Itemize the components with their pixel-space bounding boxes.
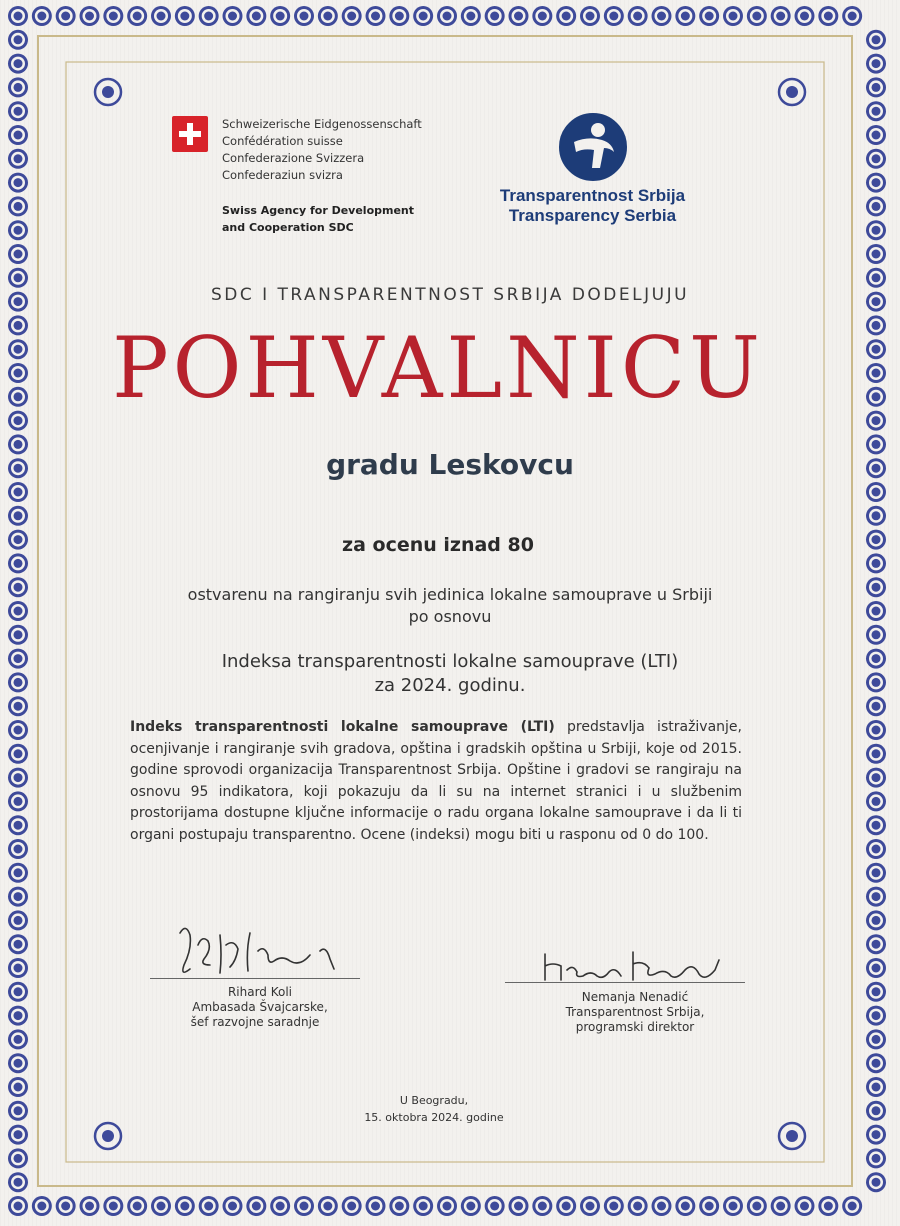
date-line: 15. oktobra 2024. godine	[364, 1111, 504, 1124]
place-and-date	[0, 1092, 884, 1126]
achieved-line2: po osnovu	[408, 607, 492, 626]
ts-name-line2: Transparency Serbia	[508, 206, 677, 225]
recipient: gradu Leskovcu	[326, 448, 574, 481]
sdc-line: Confederazione Svizzera	[222, 151, 365, 165]
sdc-line: Confederaziun svizra	[222, 168, 343, 182]
sdc-agency-line1: Swiss Agency for Development	[222, 204, 415, 217]
signature-left-handwriting	[150, 915, 360, 985]
sdc-name-lines	[222, 116, 452, 184]
basis-line1: Indeksa transparentnosti lokalne samouprave (LTI)	[221, 651, 679, 672]
signature-left-line	[150, 978, 360, 979]
awards-line: SDC I TRANSPARENTNOST SRBIJA DODELJUJU	[210, 285, 690, 305]
signer-left-name: Rihard Koli	[227, 985, 293, 999]
transparency-serbia-logo-icon	[558, 112, 628, 182]
signature-right-name-block	[505, 990, 745, 1035]
sdc-line: Schweizerische Eidgenossenschaft	[222, 117, 422, 131]
signer-right-role1: Transparentnost Srbija,	[565, 1005, 705, 1019]
place-line: U Beogradu,	[399, 1094, 469, 1107]
achieved-text	[0, 584, 900, 628]
score-line: za ocenu iznad 80	[342, 534, 534, 556]
achieved-line1: ostvarenu na rangiranju svih jedinica lokalne samouprave u Srbiji	[187, 585, 713, 604]
ts-name-line1: Transparentnost Srbija	[499, 186, 686, 205]
description-paragraph	[130, 717, 742, 846]
swiss-flag-icon	[172, 116, 208, 152]
description-bold: Indeks transparentnosti lokalne samouprave (LTI)	[130, 719, 555, 735]
signer-right-role2: programski direktor	[575, 1020, 695, 1034]
signer-right-name: Nemanja Nenadić	[581, 990, 689, 1004]
sdc-agency-name	[222, 202, 462, 236]
certificate-title: POHVALNICU	[112, 319, 764, 417]
signature-right-line	[505, 982, 745, 983]
signature-left-name-block	[150, 985, 360, 1030]
sdc-agency-line2: and Cooperation SDC	[222, 221, 354, 234]
basis-text	[0, 650, 900, 698]
ts-header	[470, 112, 715, 226]
signer-left-role1: Ambasada Švajcarske,	[192, 1000, 328, 1014]
signer-left-role2: šef razvojne saradnje	[190, 1015, 320, 1029]
basis-line2: za 2024. godinu.	[374, 675, 526, 696]
description-rest: predstavlja istraživanje, ocenjivanje i rangiranje svih gradova, opština i gradskih opština u Srbiji, koje od 2015. godine sprovodi organizacija Transparentnost Srbija. Opštine i gradovi se rangiraju na osnovu 95 indikatora, koji pokazuju da li su na internet stranici i u službenim prostorijama dostupne ključne informacije o radu organa lokalne samouprave i da li ti organi postupaju transparentno. Ocene (indeksi) mogu biti u rasponu od 0 do 100.	[130, 719, 742, 843]
sdc-line: Confédération suisse	[222, 134, 343, 148]
